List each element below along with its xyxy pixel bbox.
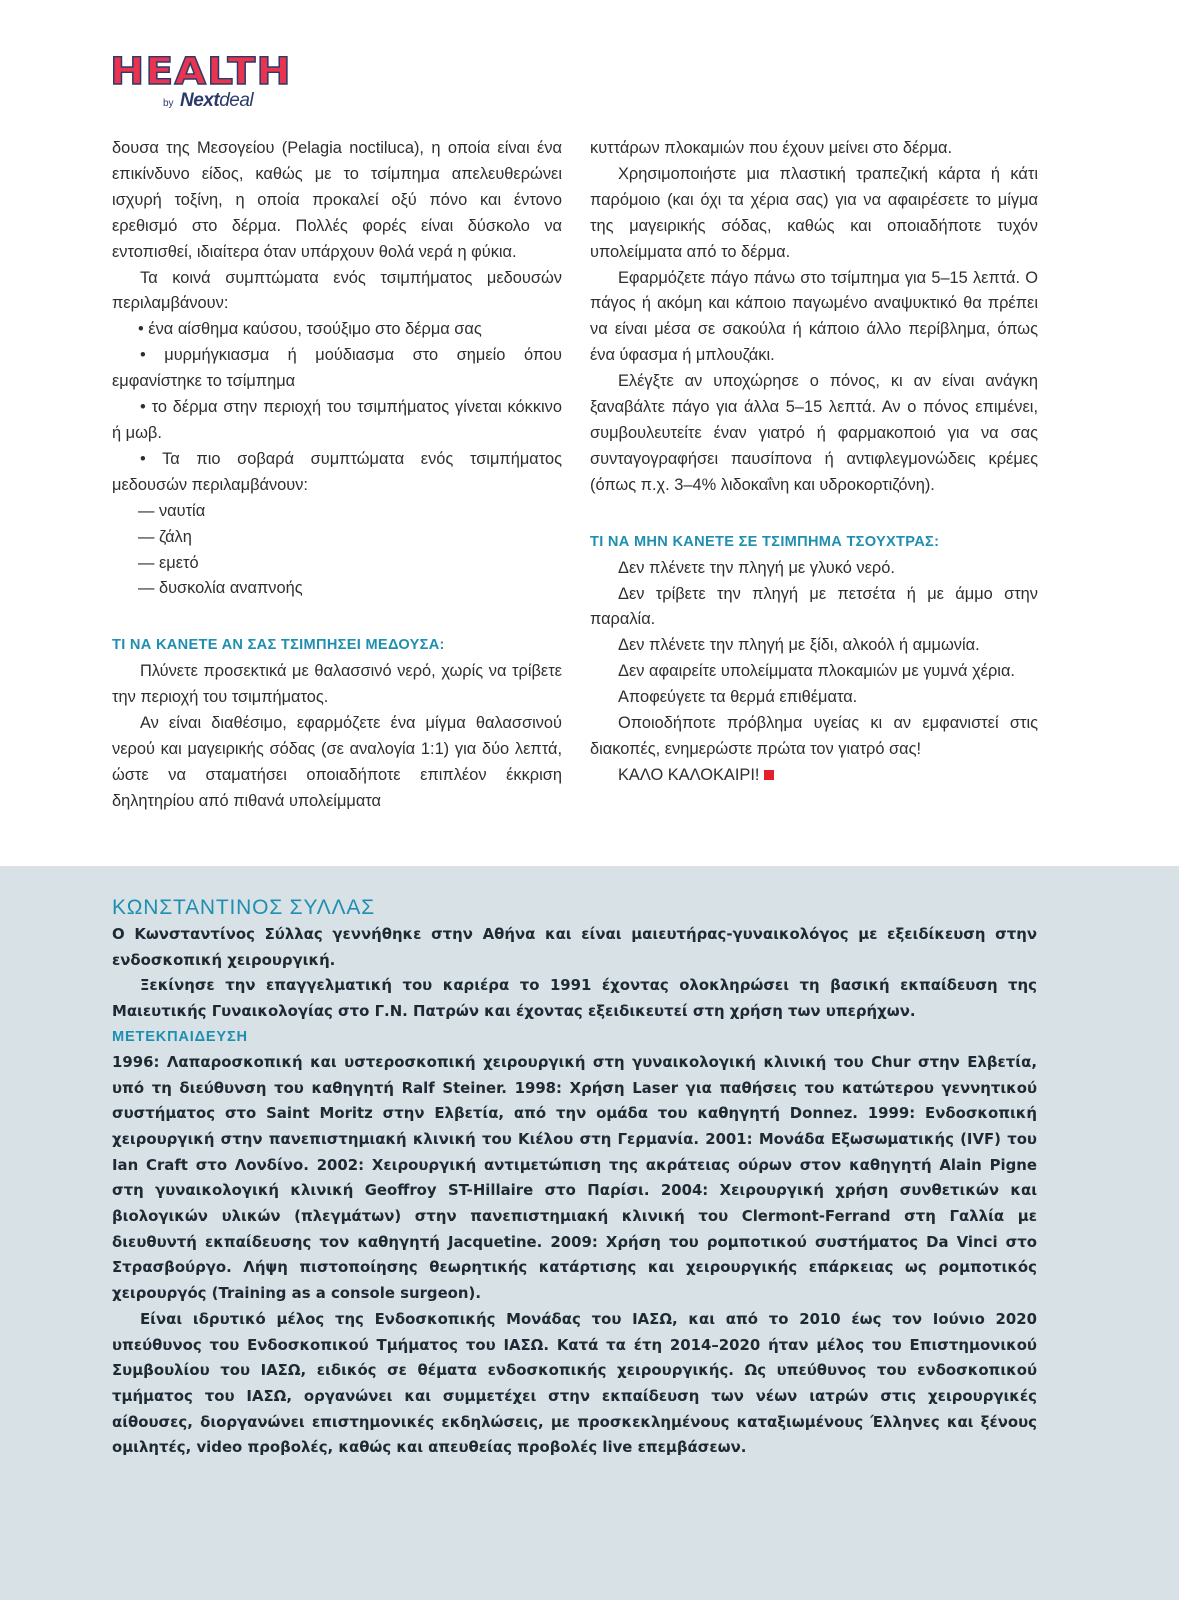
bio-paragraph: Είναι ιδρυτικό μέλος της Ενδοσκοπικής Μονάδας του ΙΑΣΩ, και από το 2010 έως τον Ιούνιο 2020 υπεύθυνος του Ενδοσκοπικού Τμήματος του ΙΑΣΩ. Κατά τα έτη 2014–2020 ήταν μέλος του Επιστημονικού Συμβουλίου του ΙΑΣΩ, ειδικός σε θέματα ενδοσκοπικής χειρουργικής. Ως υπεύθυνος του ενδοσκοπικού τμήματος του ΙΑΣΩ, οργανώνει και συμμετέχει στην εκπαίδευση των νέων ιατρών στις χειρουργικές αίθουσες, διοργανώνει επιστημονικές εκδηλώσεις, με προσκεκλημένους καταξιωμένους Έλληνες και ξένους ομιλητές, video προβολές, καθώς και απευθείας προβολές live επεμβάσεων. [112, 1309, 1037, 1457]
paragraph: Πλύνετε προσεκτικά με θαλασσινό νερό, χωρίς να τρίβετε την περιοχή του τσιμπήματος. [112, 662, 562, 707]
bio-content [112, 894, 1037, 1461]
paragraph: Δεν αφαιρείτε υπολείμματα πλοκαμιών με γυμνά χέρια. [618, 662, 1015, 681]
spacer [112, 602, 562, 628]
dash-item: — δυσκολία αναπνοής [138, 579, 303, 598]
end-mark-icon [764, 770, 774, 780]
paragraph: Αν είναι διαθέσιμο, εφαρμόζετε ένα μίγμα θαλασσινού νερού και μαγειρικής σόδας (σε αναλογία 1:1) για δύο λεπτά, ώστε να σταματήσει οποιαδήποτε επιπλέον έκκριση δηλητηρίου από πιθανά υπολείμματα [112, 714, 562, 810]
paragraph: Αποφεύγετε τα θερμά επιθέματα. [618, 688, 858, 707]
paragraph: Δεν πλένετε την πληγή με ξίδι, αλκοόλ ή αμμωνία. [618, 636, 980, 655]
paragraph: Τα κοινά συμπτώματα ενός τσιμπήματος μεδουσών περιλαμβάνουν: [112, 268, 562, 313]
dash-item: — ναυτία [138, 501, 206, 520]
bio-subheading: ΜΕΤΕΚΠΑΙΔΕΥΣΗ [112, 1028, 248, 1045]
bullet-item: • μυρμήγκιασμα ή μούδιασμα στο σημείο όπου εμφανίστηκε το τσίμπημα [112, 346, 562, 391]
author-name: ΚΩΝΣΤΑΝΤΙΝΟΣ ΣΥΛΛΑΣ [112, 896, 375, 919]
paragraph: Χρησιμοποιήστε μια πλαστική τραπεζική κάρτα ή κάτι παρόμοιο (και όχι τα χέρια σας) για να αφαιρέσετε το μίγμα της μαγειρικής σόδας, καθώς και οποιαδήποτε τυχόν υπολείμματα από το δέρμα. [590, 164, 1038, 261]
paragraph: Δεν πλένετε την πληγή με γλυκό νερό. [618, 558, 895, 577]
paragraph: Ελέγξτε αν υποχώρησε ο πόνος, κι αν είναι ανάγκη ξαναβάλτε πάγο για άλλα 5–15 λεπτά. Αν ο πόνος επιμένει, συμβουλευτείτε έναν γιατρό ή φαρμακοποιό για να σας συνταγογραφήσει παυσίπονα ή αντιφλεγμονώδεις κρέμες (όπως π.χ. 3–4% λιδοκαΐνη και υδροκορτιζόνη). [590, 372, 1038, 494]
logo-nextdeal-text [180, 90, 253, 112]
section-heading: ΤΙ ΝΑ ΜΗΝ ΚΑΝΕΤΕ ΣΕ ΤΣΙΜΠΗΜΑ ΤΣΟΥΧΤΡΑΣ: [590, 533, 940, 550]
spacer [590, 499, 1038, 525]
paragraph: Οποιοδήποτε πρόβλημα υγείας κι αν εμφανιστεί στις διακοπές, ενημερώστε πρώτα τον γιατρό σας! [590, 714, 1038, 758]
bio-paragraph: 1996: Λαπαροσκοπική και υστεροσκοπική χειρουργική στη γυναικολογική κλινική του Chur στην Ελβετία, υπό τη διεύθυνση του καθηγητή Ralf Steiner. 1998: Χρήση Laser για παθήσεις του κατώτερου γεννητικού συστήματος στο Saint Moritz στην Ελβετία, από την ομάδα του καθηγητή Donnez. 1999: Ενδοσκοπική χειρουργική στην πανεπιστημιακή κλινική του Κιέλου στη Γερμανία. 2001: Μονάδα Εξωσωματικής (IVF) του Ian Craft στο Λονδίνο. 2002: Χειρουργική αντιμετώπιση της ακράτειας ούρων στον καθηγητή Alain Pigne στη γυναικολογική κλινική Geoffroy ST-Hillaire στο Παρίσι. 2004: Χειρουργική χρήση συνθετικών και βιολογικών υλικών (πλεγμάτων) στην πανεπιστημιακή κλινική του Clermont-Ferrand στη Γαλλία με διευθυντή εκπαίδευσης τον καθηγητή Jacquetine. 2009: Χρήση του ρομποτικού συστήματος Da Vinci στο Στρασβούργο. Λήψη πιστοποίησης θεωρητικής κατάρτισης και χειρουργικής επάρκειας ως ρομποτικός χειρουργός (Training as a console surgeon). [112, 1052, 1037, 1303]
paragraph: Δεν τρίβετε την πληγή με πετσέτα ή με άμμο στην παραλία. [590, 584, 1038, 629]
logo-health-text: HEALTH [110, 49, 292, 94]
closing-text: ΚΑΛΟ ΚΑΛΟΚΑΙΡΙ! [618, 765, 760, 784]
left-column [112, 136, 562, 815]
bio-paragraph: Ξεκίνησε την επαγγελματική του καριέρα το 1991 έχοντας ολοκληρώσει τη βασική εκπαίδευση της Μαιευτικής Γυναικολογίας στο Γ.Ν. Πατρών και έχοντας εξειδικευτεί στη χρήση των υπερήχων. [112, 976, 1037, 1021]
bullet-item: • ένα αίσθημα καύσου, τσούξιμο στο δέρμα σας [138, 320, 482, 339]
health-by-nextdeal-logo [110, 49, 292, 114]
paragraph: κυττάρων πλοκαμιών που έχουν μείνει στο δέρμα. [590, 139, 953, 157]
bio-paragraph: Ο Κωνσταντίνος Σύλλας γεννήθηκε στην Αθήνα και είναι μαιευτήρας-γυναικολόγος με εξειδίκευση στην ενδοσκοπική χειρουργική. [112, 925, 1037, 969]
logo-by-text: by [163, 98, 174, 109]
closing-line [590, 763, 1038, 789]
dash-item: — εμετό [138, 553, 199, 572]
bullet-item: • Τα πιο σοβαρά συμπτώματα ενός τσιμπήματος μεδουσών περιλαμβάνουν: [112, 449, 562, 494]
bullet-item: • το δέρμα στην περιοχή του τσιμπήματος γίνεται κόκκινο ή μωβ. [112, 398, 562, 442]
paragraph: δουσα της Μεσογείου (Pelagia noctiluca), η οποία είναι ένα επικίνδυνο είδος, καθώς με το τσίμπημα απελευθερώνει ισχυρή τοξίνη, η οποία προκαλεί οξύ πόνο και έντονο ερεθισμό στο δέρμα. Πολλές φορές είναι δύσκολο να εντοπισθεί, ιδιαίτερα όταν υπάρχουν θολά νερά η φύκια. [112, 139, 562, 261]
author-bio-box [0, 866, 1179, 1600]
section-heading: ΤΙ ΝΑ ΚΑΝΕΤΕ ΑΝ ΣΑΣ ΤΣΙΜΠΗΣΕΙ ΜΕΔΟΥΣΑ: [112, 637, 445, 654]
logo-deal: deal [219, 90, 254, 111]
logo-next: Next [180, 90, 220, 111]
paragraph: Εφαρμόζετε πάγο πάνω στο τσίμπημα για 5–15 λεπτά. Ο πάγος ή ακόμη και κάποιο παγωμένο αναψυκτικό θα πρέπει να είναι μέσα σε σακούλα ή κάποιο άλλο περίβλημα, όπως ένα ύφασμα ή μπλουζάκι. [590, 268, 1038, 365]
dash-item: — ζάλη [138, 527, 192, 546]
right-column [590, 136, 1038, 789]
